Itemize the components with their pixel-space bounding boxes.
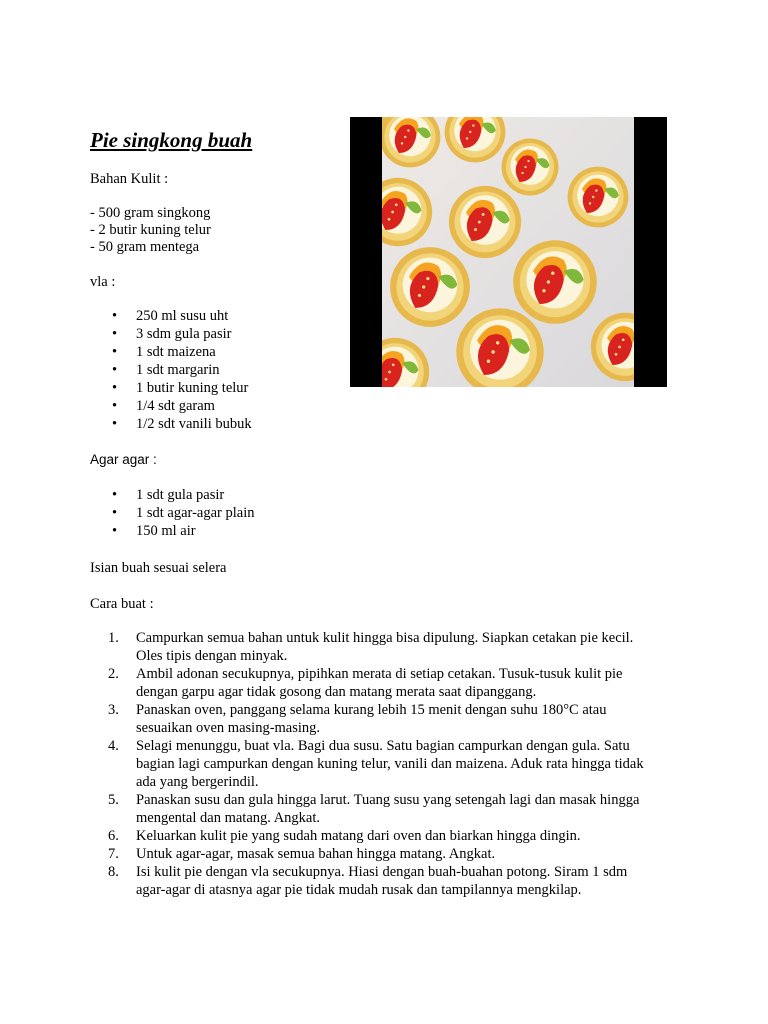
vla-item: • 1/2 sdt vanili bubuk bbox=[90, 415, 252, 433]
step-text: bagian lagi campurkan dengan kuning telur, vanili dan maizena. Aduk rata hingga tidak bbox=[136, 756, 644, 772]
vla-list bbox=[90, 307, 252, 433]
vla-heading: vla : bbox=[90, 274, 116, 290]
cara-heading: Cara buat : bbox=[90, 596, 154, 612]
tart-shape bbox=[449, 186, 521, 258]
step-text: Ambil adonan secukupnya, pipihkan merata di setiap cetakan. Tusuk-tusuk kulit pie bbox=[136, 666, 623, 682]
recipe-title: Pie singkong buah bbox=[90, 128, 253, 152]
step-number: 4. bbox=[108, 738, 119, 754]
bahan-kulit-item: - 2 butir kuning telur bbox=[90, 222, 211, 238]
tart-shape bbox=[502, 139, 559, 196]
step-number: 7. bbox=[108, 846, 119, 862]
step-number: 3. bbox=[108, 702, 119, 718]
step-number: 5. bbox=[108, 792, 119, 808]
agar-heading: Agar agar : bbox=[90, 452, 157, 467]
step-text: Isi kulit pie dengan vla secukupnya. Hiasi dengan buah-buahan potong. Siram 1 sdm bbox=[136, 864, 628, 880]
bahan-kulit-heading: Bahan Kulit : bbox=[90, 171, 169, 187]
step-text: dengan garpu agar tidak gosong dan matang merata saat dipanggang. bbox=[136, 684, 537, 700]
agar-list bbox=[90, 486, 254, 540]
tart-shape bbox=[568, 167, 629, 228]
step-number: 1. bbox=[108, 630, 119, 646]
step-item bbox=[90, 845, 680, 863]
step-text: Keluarkan kulit pie yang sudah matang dari oven dan biarkan hingga dingin. bbox=[136, 828, 581, 844]
step-text: sesuaikan oven masing-masing. bbox=[136, 720, 321, 736]
vla-item: • 1 sdt maizena bbox=[90, 343, 252, 361]
step-text: ada yang bergerindil. bbox=[136, 774, 259, 790]
isian-text: Isian buah sesuai selera bbox=[90, 560, 227, 576]
step-item bbox=[90, 863, 680, 899]
step-item bbox=[90, 737, 680, 791]
step-text: Selagi menunggu, buat vla. Bagi dua susu. Satu bagian campurkan dengan gula. Satu bbox=[136, 738, 630, 754]
step-text: Panaskan oven, panggang selama kurang lebih 15 menit dengan suhu 180°C atau bbox=[136, 702, 607, 718]
agar-item: • 1 sdt agar-agar plain bbox=[90, 504, 254, 522]
tart-shape bbox=[364, 178, 432, 246]
step-text: agar-agar di atasnya agar pie tidak mudah rusak dan tampilannya mengkilap. bbox=[136, 882, 582, 898]
tart-shape bbox=[390, 247, 470, 327]
step-item bbox=[90, 701, 680, 737]
tart-shape bbox=[513, 240, 597, 324]
steps-list bbox=[90, 629, 680, 899]
vla-item: • 3 sdm gula pasir bbox=[90, 325, 252, 343]
bahan-kulit-item: - 500 gram singkong bbox=[90, 205, 211, 221]
step-item bbox=[90, 791, 680, 827]
bahan-kulit-item: - 50 gram mentega bbox=[90, 239, 200, 255]
tart-shape bbox=[591, 313, 659, 381]
fruit-pie-illustration bbox=[350, 117, 667, 387]
vla-item: • 1 butir kuning telur bbox=[90, 379, 252, 397]
step-text: Panaskan susu dan gula hingga larut. Tuang susu yang setengah lagi dan masak hingga bbox=[136, 792, 640, 808]
vla-item: • 250 ml susu uht bbox=[90, 307, 252, 325]
step-item bbox=[90, 827, 680, 845]
step-item bbox=[90, 629, 680, 665]
vla-item: • 1/4 sdt garam bbox=[90, 397, 252, 415]
step-text: Oles tipis dengan minyak. bbox=[136, 648, 288, 664]
step-text: mengental dan matang. Angkat. bbox=[136, 810, 321, 826]
vla-item: • 1 sdt margarin bbox=[90, 361, 252, 379]
agar-item: • 1 sdt gula pasir bbox=[90, 486, 254, 504]
agar-item: • 150 ml air bbox=[90, 522, 254, 540]
step-number: 6. bbox=[108, 828, 119, 844]
step-text: Campurkan semua bahan untuk kulit hingga bisa dipulung. Siapkan cetakan pie kecil. bbox=[136, 630, 634, 646]
step-item bbox=[90, 665, 680, 701]
step-number: 2. bbox=[108, 666, 119, 682]
step-text: Untuk agar-agar, masak semua bahan hingga matang. Angkat. bbox=[136, 846, 496, 862]
fruit-pie-photo bbox=[350, 117, 667, 387]
step-number: 8. bbox=[108, 864, 119, 880]
